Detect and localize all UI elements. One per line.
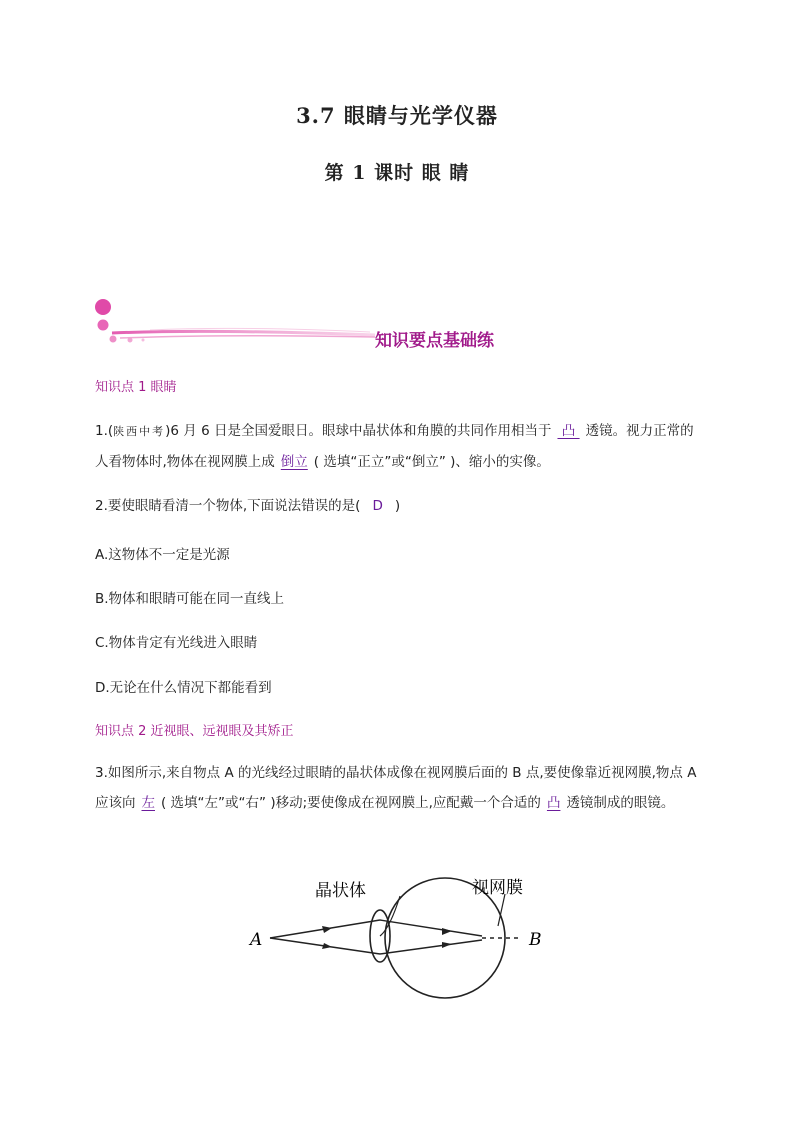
page-title: 3.7 眼睛与光学仪器 xyxy=(296,103,498,128)
lens-label: 晶状体 xyxy=(315,881,366,901)
knowledge-point-2: 知识点 2 近视眼、远视眼及其矫正 xyxy=(95,724,294,739)
point-a-label: A xyxy=(250,930,263,950)
arrow-head-icon xyxy=(442,928,452,935)
question-3: 3.如图所示,来自物点 A 的光线经过眼睛的晶状体成像在视网膜后面的 B 点,要使像靠近视网膜,物点 A 应该向 左 ( 选填“左”或“右” )移动;要使像成在视网膜上,应配戴一个合适的 凸 透镜制成的眼镜。 xyxy=(95,765,697,811)
eye-diagram xyxy=(240,868,560,1003)
lesson-subtitle: 第 1 课时 眼 睛 xyxy=(324,162,470,184)
answer-blank-1: 凸 xyxy=(557,423,580,439)
arrow-head-icon xyxy=(322,943,332,949)
point-b-label: B xyxy=(529,930,542,950)
answer-blank-4: 凸 xyxy=(546,795,561,811)
retina-label: 视网膜 xyxy=(472,878,523,898)
ray-upper-out xyxy=(380,920,482,936)
ray-lower-out xyxy=(380,940,482,954)
option-a: A.这物体不一定是光源 xyxy=(95,547,230,563)
knowledge-point-1: 知识点 1 眼睛 xyxy=(95,380,177,395)
section-title: 知识要点基础练 xyxy=(375,331,494,351)
retina-pointer-line xyxy=(498,894,505,926)
medium-dot-icon xyxy=(98,320,109,331)
small-dot-icon xyxy=(110,336,117,343)
answer-blank-2: 倒立 xyxy=(280,454,308,470)
answer-blank-3: 左 xyxy=(141,795,155,811)
section-decoration xyxy=(90,295,380,350)
option-b: B.物体和眼睛可能在同一直线上 xyxy=(95,591,285,607)
option-c: C.物体肯定有光线进入眼睛 xyxy=(95,635,258,651)
question-1: 1.(陕西中考)6 月 6 日是全国爱眼日。眼球中晶状体和角膜的共同作用相当于 凸 透镜。视力正常的人看物体时,物体在视网膜上成 倒立 ( 选填“正立”或“倒立” )、缩小的实像。 xyxy=(95,423,694,470)
question-2: 2.要使眼睛看清一个物体,下面说法错误的是( D ) xyxy=(95,498,401,514)
answer-choice: D xyxy=(372,498,383,514)
large-dot-icon xyxy=(95,299,111,315)
tiny-dot-icon xyxy=(142,339,145,342)
option-d: D.无论在什么情况下都能看到 xyxy=(95,680,272,696)
question-source: 陕西中考 xyxy=(113,425,166,438)
arrow-head-icon xyxy=(322,926,332,933)
